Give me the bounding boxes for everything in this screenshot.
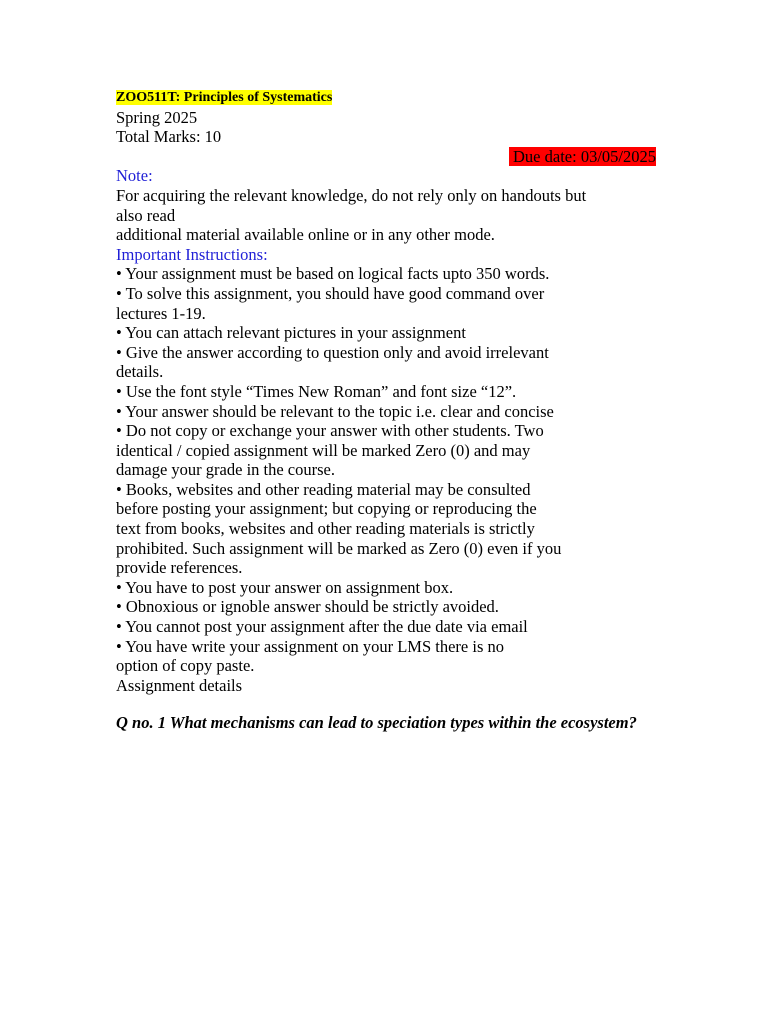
instruction-line: • Use the font style “Times New Roman” and font size “12”. <box>116 381 517 401</box>
instruction-line: lectures 1-19. <box>116 303 206 323</box>
document-page <box>116 86 656 741</box>
question-1: Q no. 1 What mechanisms can lead to speciation types within the ecosystem? <box>116 713 637 733</box>
instruction-line: • You cannot post your assignment after the due date via email <box>116 617 528 637</box>
instruction-line: prohibited. Such assignment will be marked as Zero (0) even if you <box>116 538 562 558</box>
note-line: additional material available online or in any other mode. <box>116 225 495 245</box>
instruction-line: provide references. <box>116 558 243 578</box>
instruction-line: damage your grade in the course. <box>116 460 335 480</box>
course-title-text: ZOO511T: Principles of Systematics <box>116 90 333 105</box>
instruction-line: option of copy paste. <box>116 656 255 676</box>
instructions-list <box>116 264 656 675</box>
note-line: For acquiring the relevant knowledge, do not rely only on handouts but <box>116 185 587 205</box>
course-title <box>116 88 332 108</box>
instruction-line: • You have write your assignment on your LMS there is no <box>116 636 504 656</box>
course-title-row <box>116 86 656 108</box>
note-heading: Note: <box>116 166 153 186</box>
instruction-line: text from books, websites and other reading materials is strictly <box>116 519 535 539</box>
instruction-line: • Books, websites and other reading material may be consulted <box>116 479 531 499</box>
assignment-details-heading: Assignment details <box>116 675 243 695</box>
instruction-line: • Your assignment must be based on logical facts upto 350 words. <box>116 264 550 284</box>
instruction-line: • You can attach relevant pictures in your assignment <box>116 323 466 343</box>
term: Spring 2025 <box>116 107 198 127</box>
instruction-line: • Give the answer according to question only and avoid irrelevant <box>116 342 549 362</box>
note-line: also read <box>116 205 176 225</box>
instruction-line: • You have to post your answer on assignment box. <box>116 577 454 597</box>
total-marks: Total Marks: 10 <box>116 127 222 147</box>
instructions-heading: Important Instructions: <box>116 244 268 264</box>
instruction-line: • Do not copy or exchange your answer with other students. Two <box>116 421 544 441</box>
instruction-line: • Obnoxious or ignoble answer should be strictly avoided. <box>116 597 499 617</box>
instruction-line: • To solve this assignment, you should have good command over <box>116 283 545 303</box>
due-date-row <box>116 147 656 167</box>
instruction-line: details. <box>116 362 164 382</box>
note-body <box>116 186 656 245</box>
instruction-line: before posting your assignment; but copying or reproducing the <box>116 499 537 519</box>
instruction-line: identical / copied assignment will be marked Zero (0) and may <box>116 440 531 460</box>
instruction-line: • Your answer should be relevant to the topic i.e. clear and concise <box>116 401 554 421</box>
due-date: Due date: 03/05/2025 <box>509 147 656 166</box>
